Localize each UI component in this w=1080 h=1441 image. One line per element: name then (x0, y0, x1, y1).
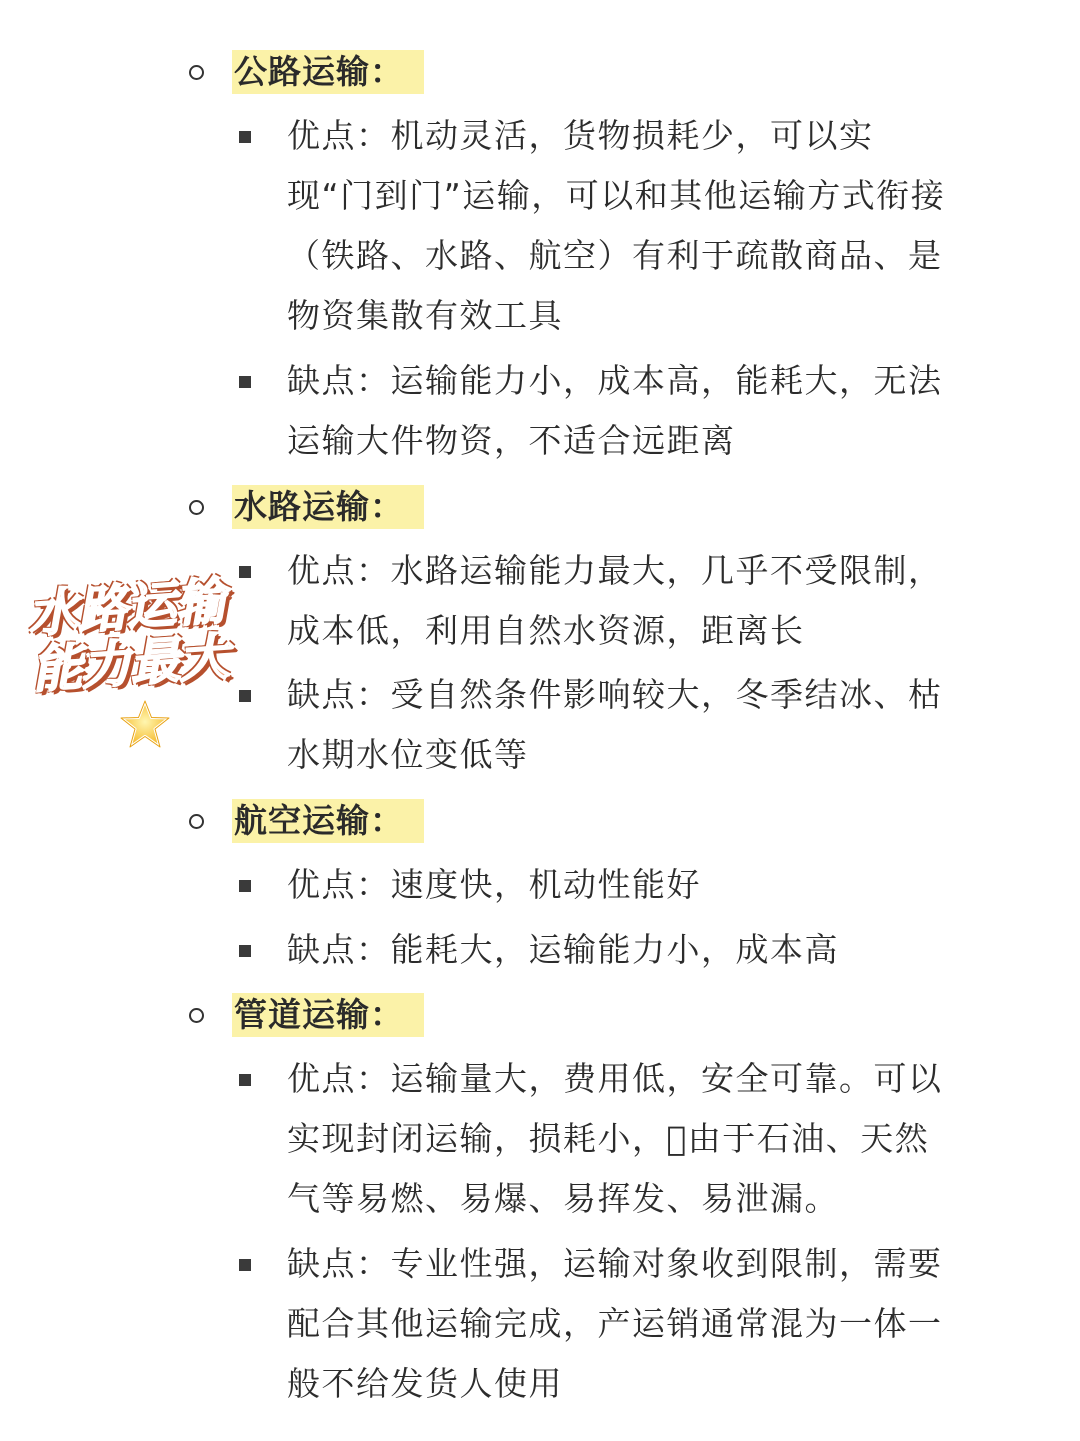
section-heading-air (186, 795, 424, 847)
square-bullet-icon (239, 131, 251, 143)
circle-bullet-icon (189, 1008, 204, 1023)
heading-label: 航空运输： (232, 799, 424, 843)
annotation-sticker (26, 570, 273, 698)
section-heading-pipeline (186, 989, 424, 1041)
square-bullet-icon (239, 690, 251, 702)
heading-label: 水路运输： (232, 485, 424, 529)
list-item-pipeline-cons (237, 1234, 957, 1414)
item-text: 缺点：能耗大，运输能力小，成本高 (287, 930, 839, 969)
square-bullet-icon (239, 376, 251, 388)
list-item-water-cons (237, 665, 957, 785)
item-text: 优点：机动灵活，货物损耗少，可以实现“门到门”运输，可以和其他运输方式衔接（铁路、水路、航空）有利于疏散商品、是物资集散有效工具 (287, 116, 946, 335)
square-bullet-icon (239, 945, 251, 957)
item-text: 缺点：运输能力小，成本高，能耗大，无法运输大件物资，不适合远距离 (287, 361, 943, 460)
item-text: 优点：速度快，机动性能好 (287, 865, 701, 904)
sticker-line-2: 能力最大 (30, 627, 230, 700)
section-heading-water (186, 481, 424, 533)
list-item-road-cons (237, 351, 957, 471)
list-item-air-pros (237, 855, 957, 915)
square-bullet-icon (239, 1259, 251, 1271)
section-heading-road (186, 46, 424, 98)
square-bullet-icon (239, 880, 251, 892)
star-icon (118, 698, 172, 752)
item-text: 优点：运输量大，费用低，安全可靠。可以实现封闭运输，损耗小，􀠁由于石油、天然气等易燃、易爆、易挥发、易泄漏。 (287, 1059, 943, 1218)
sticker-line-1: 水路运输 (26, 571, 226, 644)
item-text: 缺点：专业性强，运输对象收到限制，需要配合其他运输完成，产运销通常混为一体一般不给发货人使用 (287, 1244, 943, 1403)
heading-label: 公路运输： (232, 50, 424, 94)
list-item-road-pros (237, 106, 957, 346)
list-item-air-cons (237, 920, 957, 980)
item-text: 缺点：受自然条件影响较大，冬季结冰、枯水期水位变低等 (287, 675, 943, 774)
list-item-water-pros (237, 541, 957, 661)
square-bullet-icon (239, 1074, 251, 1086)
circle-bullet-icon (189, 500, 204, 515)
list-item-pipeline-pros (237, 1049, 957, 1229)
circle-bullet-icon (189, 814, 204, 829)
circle-bullet-icon (189, 65, 204, 80)
heading-label: 管道运输： (232, 993, 424, 1037)
item-text: 优点：水路运输能力最大，几乎不受限制，成本低，利用自然水资源，距离长 (287, 551, 943, 650)
